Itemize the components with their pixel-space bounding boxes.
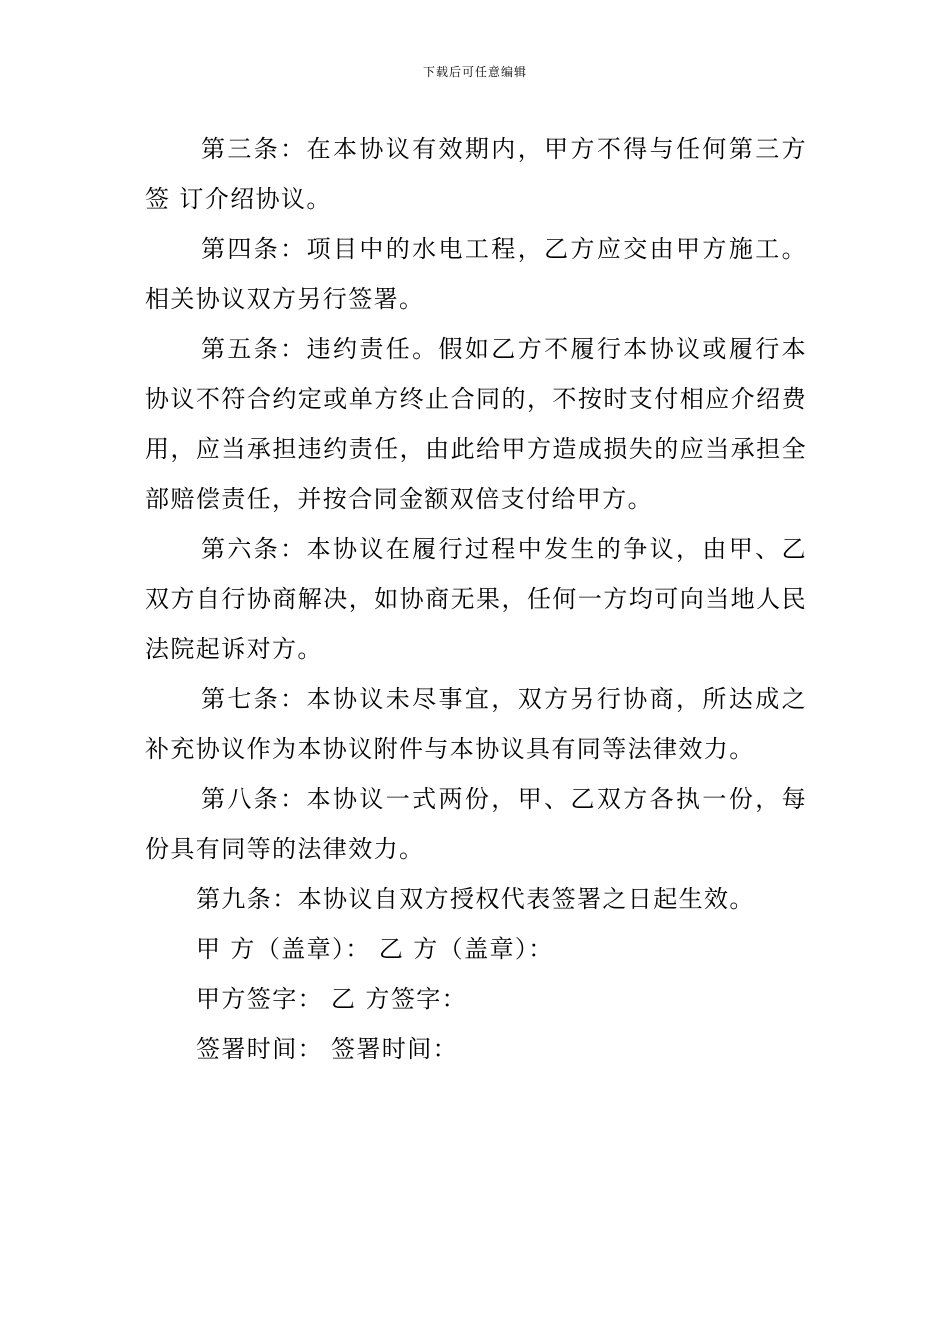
article-eight: 第八条：本协议一式两份，甲、乙双方各执一份，每份具有同等的法律效力。 — [145, 785, 807, 863]
seal-line — [145, 924, 807, 974]
article-nine: 第九条：本协议自双方授权代表签署之日起生效。 — [196, 885, 755, 913]
party-a-signature-label: 甲方签字： — [196, 985, 323, 1013]
article-six: 第六条：本协议在履行过程中发生的争议，由甲、乙双方自行协商解决，如协商无果，任何一方均可向当地人民法院起诉对方。 — [145, 535, 807, 663]
article-four: 第四条：项目中的水电工程，乙方应交由甲方施工。相关协议双方另行签署。 — [145, 235, 807, 313]
document-body — [145, 124, 807, 1074]
party-a-date-label: 签署时间： — [196, 1035, 323, 1063]
party-b-seal-label: 乙 方（盖章）： — [378, 935, 554, 963]
article-five: 第五条：违约责任。假如乙方不履行本协议或履行本协议不符合约定或单方终止合同的，不按时支付相应介绍费用，应当承担违约责任，由此给甲方造成损失的应当承担全部赔偿责任，并按合同金额双倍支付给甲方。 — [145, 335, 807, 513]
party-a-seal-label: 甲 方（盖章）： — [196, 935, 371, 963]
party-b-date-label: 签署时间： — [331, 1035, 458, 1063]
signature-line — [145, 974, 807, 1024]
article-three: 第三条：在本协议有效期内，甲方不得与任何第三方签 订介绍协议。 — [145, 135, 807, 213]
date-line — [145, 1024, 807, 1074]
header-note: 下载后可任意编辑 — [422, 65, 527, 79]
party-b-signature-label: 乙 方签字： — [331, 985, 468, 1013]
article-seven: 第七条：本协议未尽事宜，双方另行协商，所达成之补充协议作为本协议附件与本协议具有同等法律效力。 — [145, 685, 807, 763]
